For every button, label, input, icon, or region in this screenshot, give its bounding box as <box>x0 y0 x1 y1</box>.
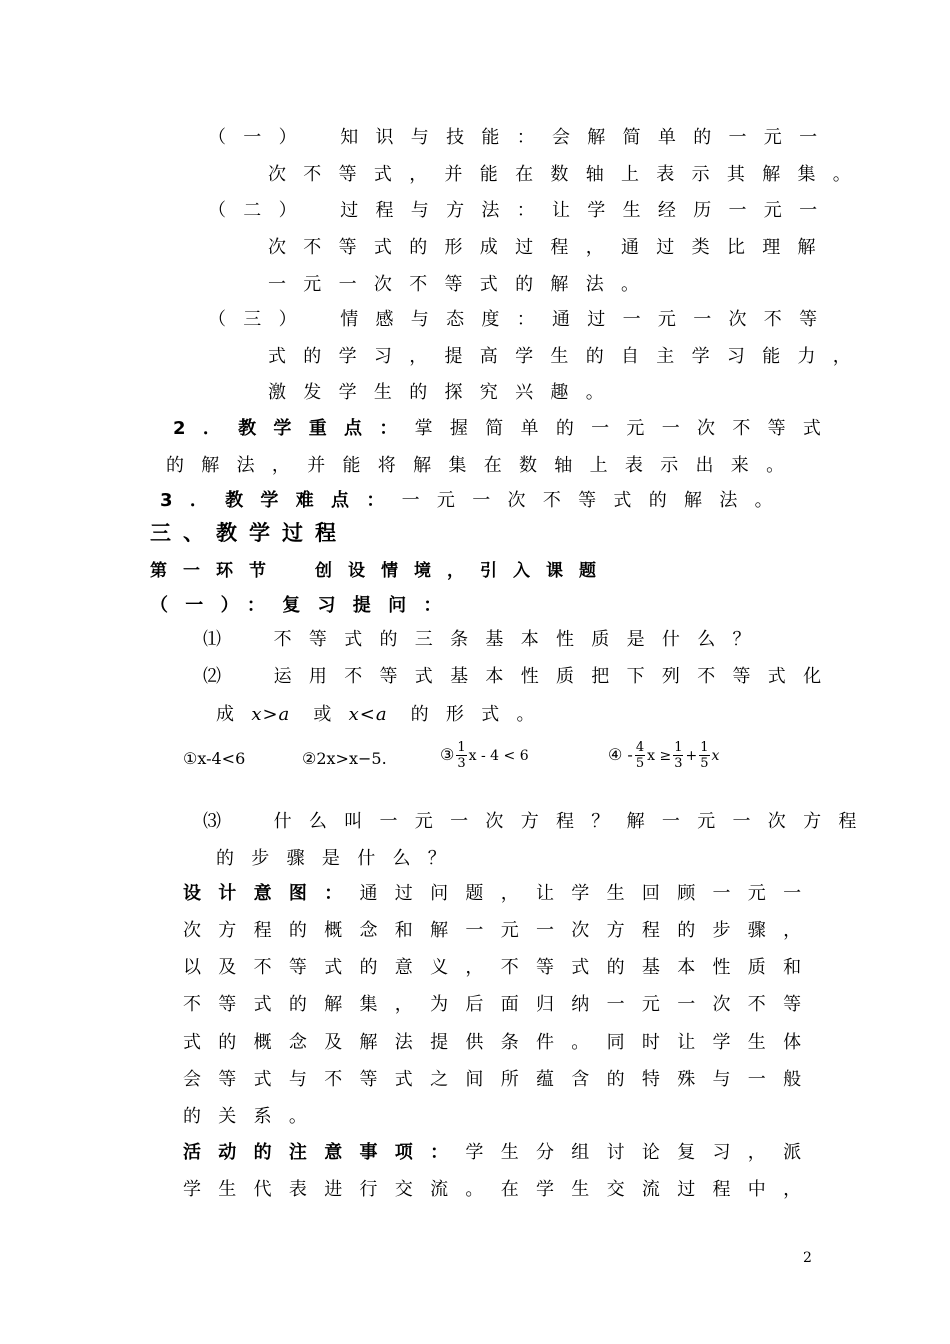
e4-den-3: 5 <box>700 756 709 771</box>
e4-end: x <box>711 748 720 764</box>
question-1: ⑴ 不等式的三条基本性质是什么？ <box>203 629 768 650</box>
e3-num: 1 <box>457 740 466 755</box>
design-intent-label: 设计意图： <box>183 883 360 904</box>
review-title-text: （一）：复习提问： <box>150 595 459 616</box>
e3-suffix: x - 4 < 6 <box>468 748 529 764</box>
key-point-text: 掌握简单的一元一次不等式 <box>414 418 839 439</box>
objective-emotion-cont2: 激发学生的探究兴趣。 <box>268 382 621 403</box>
section-title: 三、教学过程 <box>150 521 348 545</box>
design-intent-line-2: 以及不等式的意义，不等式的基本性质和 <box>183 957 819 978</box>
activity-notes-line-0: 学生分组讨论复习，派 <box>465 1142 819 1163</box>
step-title: 第一环节 创设情境，引入课题 <box>150 561 612 581</box>
objective-knowledge: （一） 知识与技能：会解简单的一元一 <box>208 127 835 148</box>
exercise-1: ①x-4<6 <box>183 749 246 768</box>
design-intent-line-5: 会等式与不等式之间所蕴含的特殊与一般 <box>183 1069 819 1090</box>
e3-prefix: ③ <box>440 745 455 764</box>
q2-prefix: 成 <box>216 704 252 725</box>
design-intent-line-4: 式的概念及解法提供条件。同时让学生体 <box>183 1032 819 1053</box>
q2-expr-b: x<a <box>348 704 388 725</box>
e4-plus: + <box>685 748 698 764</box>
q2-expr-a: x>a <box>251 704 291 725</box>
difficulty <box>160 489 790 513</box>
e4-num-3: 1 <box>700 740 709 755</box>
objective-emotion-cont: 式的学习，提高学生的自主学习能力， <box>268 346 869 367</box>
design-intent-line-6: 的关系。 <box>183 1106 325 1127</box>
q2-or: 或 <box>313 704 349 725</box>
q2-suffix: 的形式。 <box>410 704 552 725</box>
e4-fraction-3 <box>699 740 709 771</box>
exercise-2: ②2x>x−5. <box>302 749 387 768</box>
design-intent-line-3: 不等式的解集，为后面归纳一元一次不等 <box>183 994 819 1015</box>
activity-notes-label: 活动的注意事项： <box>183 1142 466 1163</box>
design-intent <box>183 882 818 906</box>
e3-fraction <box>456 740 466 771</box>
design-intent-line-1: 次方程的概念和解一元一次方程的步骤， <box>183 920 819 941</box>
e3-den: 3 <box>457 756 466 771</box>
exercise-3 <box>440 740 529 771</box>
e4-num-2: 1 <box>674 740 683 755</box>
objective-process-cont2: 一元一次不等式的解法。 <box>268 274 657 295</box>
review-title <box>150 594 459 618</box>
question-2: ⑵ 运用不等式基本性质把下列不等式化 <box>203 666 839 687</box>
e4-mid: x ≥ <box>647 748 672 764</box>
objective-emotion: （三） 情感与态度：通过一元一次不等 <box>208 309 835 330</box>
question-3-cont: 的步骤是什么？ <box>216 848 464 869</box>
e4-num-1: 4 <box>635 740 645 755</box>
difficulty-label: 3．教学难点： <box>160 490 402 511</box>
e4-fraction-2 <box>673 740 683 771</box>
page-number: 2 <box>803 1250 812 1266</box>
key-point-label: 2．教学重点： <box>173 418 415 439</box>
key-point <box>173 417 838 441</box>
question-2-cont <box>216 703 552 727</box>
e4-den-2: 3 <box>674 756 683 771</box>
e4-fraction-1 <box>635 740 645 771</box>
question-3: ⑶ 什么叫一元一次方程？解一元一次方程 <box>203 811 874 832</box>
e4-prefix: ④ - <box>608 745 633 764</box>
exercise-4 <box>608 740 719 771</box>
activity-notes-line-1: 学生代表进行交流。在学生交流过程中， <box>183 1179 819 1200</box>
difficulty-text: 一元一次不等式的解法。 <box>401 490 790 511</box>
objective-knowledge-cont: 次不等式，并能在数轴上表示其解集。 <box>268 164 869 185</box>
objective-process: （二） 过程与方法：让学生经历一元一 <box>208 200 835 221</box>
e4-den-1: 5 <box>635 756 645 771</box>
activity-notes <box>183 1141 818 1165</box>
key-point-cont: 的解法，并能将解集在数轴上表示出来。 <box>166 455 802 476</box>
design-intent-line-0: 通过问题，让学生回顾一元一 <box>359 883 819 904</box>
objective-process-cont: 次不等式的形成过程，通过类比理解 <box>268 237 833 258</box>
